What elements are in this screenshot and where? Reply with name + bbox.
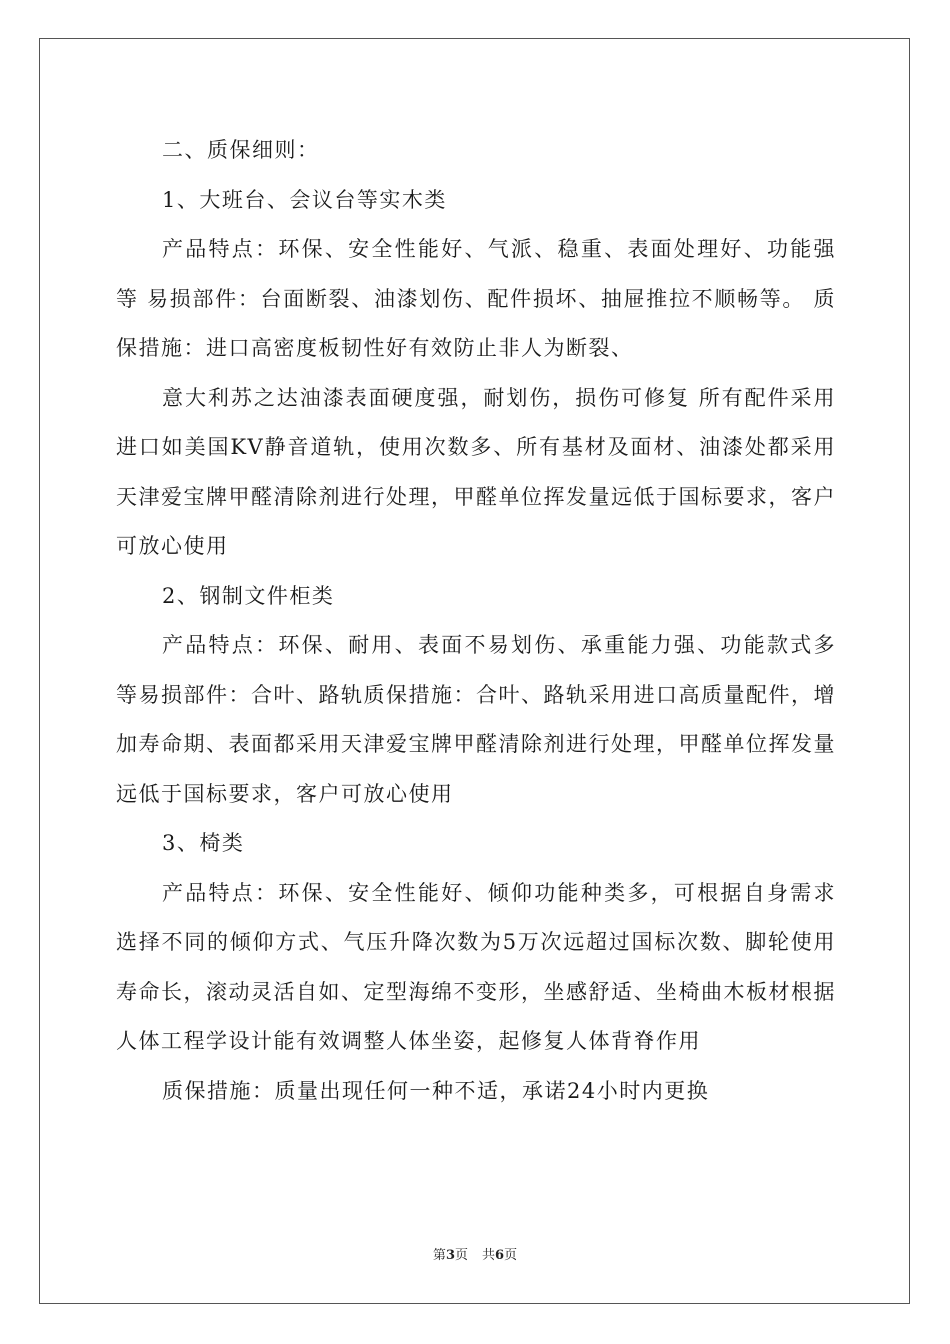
footer-page-current: 3 <box>445 1248 455 1263</box>
paragraph-steel-cabinets-features: 产品特点：环保、耐用、表面不易划伤、承重能力强、功能款式多等易损部件：合叶、路轨质保措施：合叶、路轨采用进口高质量配件，增加寿命期、表面都采用天津爱宝牌甲醛清除剂进行处理，甲醛单位挥发量远低于国标要求，客户可放心使用 <box>116 633 836 806</box>
footer-total-suffix: 页 <box>504 1248 518 1263</box>
subheading-chairs: 3、椅类 <box>162 831 245 855</box>
paragraph-chairs-guarantee: 质保措施：质量出现任何一种不适，承诺24小时内更换 <box>162 1078 710 1103</box>
subheading-steel-cabinets: 2、钢制文件柜类 <box>162 583 335 608</box>
paragraph-solid-wood-paint: 意大利苏之达油漆表面硬度强，耐划伤，损伤可修复 所有配件采用进口如美国KV静音道轨，使用次数多、所有基材及面材、油漆处都采用天津爱宝牌甲醛清除剂进行处理，甲醛单位挥发量远低于国标要求，客户可放心使用 <box>116 385 836 558</box>
page-footer <box>0 1247 950 1265</box>
section-heading-quality-details: 二、质保细则： <box>162 138 320 162</box>
paragraph-solid-wood-features: 产品特点：环保、安全性能好、气派、稳重、表面处理好、功能强等 易损部件：台面断裂、油漆划伤、配件损坏、抽屉推拉不顺畅等。 质保措施：进口高密度板韧性好有效防止非人为断裂、 <box>116 237 836 360</box>
subheading-solid-wood: 1、大班台、会议台等实木类 <box>162 187 447 212</box>
footer-page-total: 6 <box>495 1248 505 1263</box>
footer-total-prefix: 共 <box>482 1248 496 1263</box>
footer-page-prefix: 第 <box>432 1248 446 1263</box>
footer-page-suffix: 页 <box>454 1248 468 1263</box>
paragraph-chairs-features: 产品特点：环保、安全性能好、倾仰功能种类多，可根据自身需求选择不同的倾仰方式、气压升降次数为5万次远超过国标次数、脚轮使用寿命长，滚动灵活自如、定型海绵不变形，坐感舒适、坐椅曲木板材根据人体工程学设计能有效调整人体坐姿，起修复人体背脊作用 <box>116 880 836 1053</box>
document-body <box>116 126 836 1116</box>
